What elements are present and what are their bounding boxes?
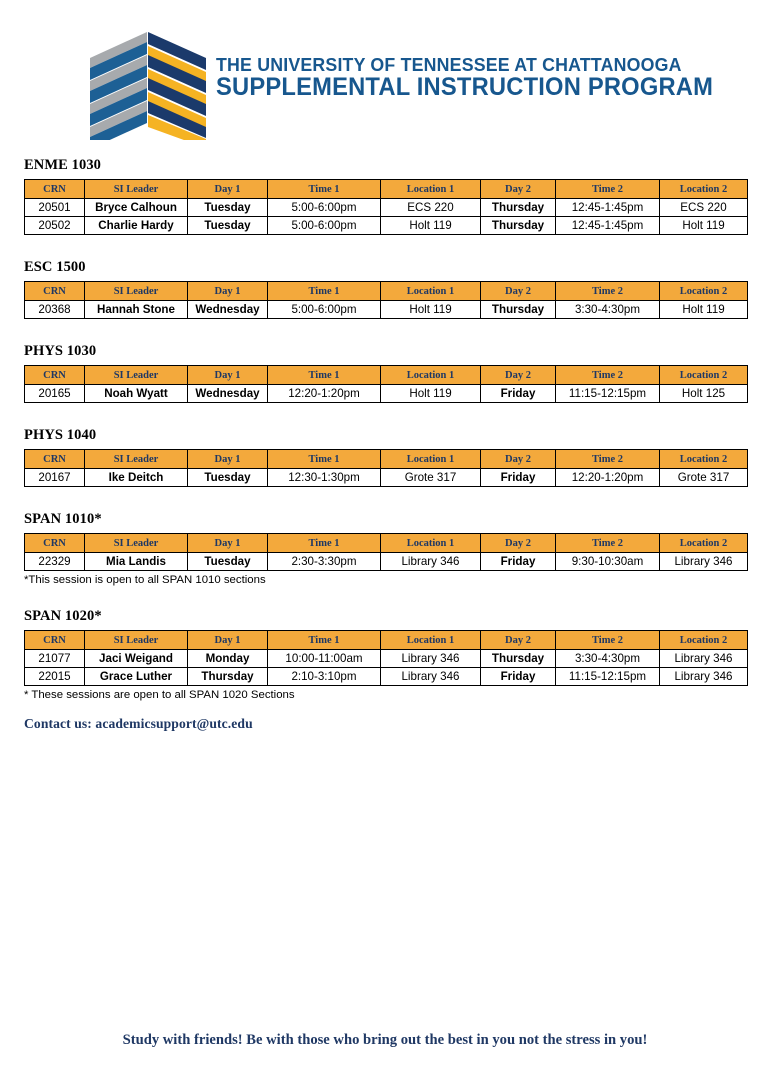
table-header-row	[25, 180, 748, 199]
table-cell: 12:20-1:20pm	[556, 469, 660, 487]
column-header: SI Leader	[85, 282, 188, 301]
course-title: PHYS 1040	[24, 427, 97, 443]
column-header: Location 1	[381, 631, 481, 650]
column-header: Day 1	[188, 534, 268, 553]
course-title: PHYS 1030	[24, 343, 97, 359]
column-header: Time 1	[268, 180, 381, 199]
column-header: Location 1	[381, 534, 481, 553]
table-cell: Jaci Weigand	[85, 650, 188, 668]
table-cell: Holt 119	[660, 301, 748, 319]
course-footnote: *This session is open to all SPAN 1010 sections	[24, 574, 266, 586]
column-header: CRN	[25, 631, 85, 650]
table-cell: Holt 119	[381, 217, 481, 235]
column-header: Location 1	[381, 282, 481, 301]
column-header: CRN	[25, 180, 85, 199]
utc-logo	[88, 30, 210, 140]
table-cell: Thursday	[481, 301, 556, 319]
column-header: Time 1	[268, 631, 381, 650]
table-cell: Mia Landis	[85, 553, 188, 571]
table-cell: Charlie Hardy	[85, 217, 188, 235]
column-header: Time 2	[556, 366, 660, 385]
column-header: Time 2	[556, 282, 660, 301]
table-cell: Thursday	[481, 217, 556, 235]
table-cell: Grote 317	[660, 469, 748, 487]
course-schedule-table	[24, 449, 748, 487]
table-cell: 5:00-6:00pm	[268, 217, 381, 235]
spacer	[24, 403, 748, 427]
table-cell: Tuesday	[188, 469, 268, 487]
column-header: Time 2	[556, 450, 660, 469]
table-cell: Wednesday	[188, 301, 268, 319]
table-cell: 3:30-4:30pm	[556, 301, 660, 319]
course-title: SPAN 1020*	[24, 608, 102, 624]
logo-wordmark	[216, 54, 714, 101]
column-header: Location 1	[381, 450, 481, 469]
column-header: Time 2	[556, 534, 660, 553]
table-cell: 12:30-1:30pm	[268, 469, 381, 487]
column-header: Day 2	[481, 180, 556, 199]
spacer	[24, 319, 748, 343]
table-cell: Thursday	[481, 199, 556, 217]
university-name: THE UNIVERSITY OF TENNESSEE AT CHATTANOOGA	[216, 54, 682, 75]
column-header: Time 2	[556, 631, 660, 650]
table-cell: 20368	[25, 301, 85, 319]
table-cell: Monday	[188, 650, 268, 668]
course-title: ENME 1030	[24, 157, 102, 173]
column-header: Location 2	[660, 180, 748, 199]
table-row	[25, 668, 748, 686]
table-cell: 10:00-11:00am	[268, 650, 381, 668]
page-header	[0, 26, 770, 144]
table-header-row	[25, 534, 748, 553]
table-cell: Library 346	[381, 553, 481, 571]
table-cell: Holt 119	[381, 301, 481, 319]
table-cell: 12:45-1:45pm	[556, 217, 660, 235]
table-cell: 9:30-10:30am	[556, 553, 660, 571]
table-cell: Holt 119	[660, 217, 748, 235]
column-header: Time 1	[268, 450, 381, 469]
table-header-row	[25, 282, 748, 301]
table-row	[25, 469, 748, 487]
course-title: ESC 1500	[24, 259, 86, 275]
table-row	[25, 385, 748, 403]
column-header: Location 2	[660, 534, 748, 553]
table-row	[25, 217, 748, 235]
column-header: Location 1	[381, 180, 481, 199]
spacer	[24, 487, 748, 511]
table-cell: 20502	[25, 217, 85, 235]
table-cell: Grote 317	[381, 469, 481, 487]
column-header: Time 1	[268, 366, 381, 385]
table-header-row	[25, 366, 748, 385]
table-cell: 11:15-12:15pm	[556, 385, 660, 403]
table-cell: Bryce Calhoun	[85, 199, 188, 217]
table-cell: Hannah Stone	[85, 301, 188, 319]
course-schedule-table	[24, 281, 748, 319]
table-cell: 20165	[25, 385, 85, 403]
table-cell: 5:00-6:00pm	[268, 301, 381, 319]
column-header: Day 2	[481, 534, 556, 553]
column-header: Day 2	[481, 450, 556, 469]
table-cell: Holt 119	[381, 385, 481, 403]
course-block	[24, 511, 748, 587]
table-cell: 11:15-12:15pm	[556, 668, 660, 686]
table-cell: Library 346	[660, 650, 748, 668]
table-cell: Friday	[481, 668, 556, 686]
column-header: Day 2	[481, 366, 556, 385]
course-block	[24, 608, 748, 702]
table-row	[25, 553, 748, 571]
column-header: Day 1	[188, 631, 268, 650]
table-cell: Library 346	[381, 650, 481, 668]
column-header: Location 2	[660, 631, 748, 650]
course-title: SPAN 1010*	[24, 511, 102, 527]
table-cell: Thursday	[481, 650, 556, 668]
spacer	[24, 235, 748, 259]
column-header: SI Leader	[85, 631, 188, 650]
column-header: CRN	[25, 534, 85, 553]
table-cell: Holt 125	[660, 385, 748, 403]
column-header: SI Leader	[85, 450, 188, 469]
column-header: Time 1	[268, 534, 381, 553]
column-header: Day 1	[188, 366, 268, 385]
table-cell: Tuesday	[188, 199, 268, 217]
table-cell: 12:20-1:20pm	[268, 385, 381, 403]
column-header: SI Leader	[85, 366, 188, 385]
table-row	[25, 199, 748, 217]
table-cell: Library 346	[660, 553, 748, 571]
table-cell: Thursday	[188, 668, 268, 686]
table-cell: Friday	[481, 385, 556, 403]
column-header: CRN	[25, 450, 85, 469]
column-header: Day 1	[188, 180, 268, 199]
table-cell: 12:45-1:45pm	[556, 199, 660, 217]
program-name: SUPPLEMENTAL INSTRUCTION PROGRAM	[216, 74, 714, 101]
table-cell: ECS 220	[381, 199, 481, 217]
table-cell: 21077	[25, 650, 85, 668]
course-block	[24, 157, 748, 235]
course-schedule-table	[24, 630, 748, 686]
column-header: CRN	[25, 282, 85, 301]
course-schedule-table	[24, 179, 748, 235]
table-cell: Friday	[481, 469, 556, 487]
course-schedule-table	[24, 533, 748, 571]
table-cell: ECS 220	[660, 199, 748, 217]
table-cell: Friday	[481, 553, 556, 571]
column-header: Day 2	[481, 282, 556, 301]
table-cell: Tuesday	[188, 553, 268, 571]
course-block	[24, 343, 748, 403]
column-header: SI Leader	[85, 534, 188, 553]
column-header: SI Leader	[85, 180, 188, 199]
table-cell: Wednesday	[188, 385, 268, 403]
column-header: Time 1	[268, 282, 381, 301]
table-cell: 22015	[25, 668, 85, 686]
table-cell: Tuesday	[188, 217, 268, 235]
table-row	[25, 301, 748, 319]
table-cell: Grace Luther	[85, 668, 188, 686]
column-header: Location 2	[660, 450, 748, 469]
table-cell: 3:30-4:30pm	[556, 650, 660, 668]
table-header-row	[25, 450, 748, 469]
column-header: Time 2	[556, 180, 660, 199]
column-header: Day 1	[188, 450, 268, 469]
footer-message: Study with friends! Be with those who bring out the best in you not the stress in you!	[122, 1032, 648, 1048]
table-cell: Noah Wyatt	[85, 385, 188, 403]
course-schedule-table	[24, 365, 748, 403]
column-header: Location 2	[660, 282, 748, 301]
utc-isometric-cube-logo-icon	[88, 30, 210, 140]
column-header: Day 1	[188, 282, 268, 301]
spacer	[24, 587, 748, 608]
column-header: Location 1	[381, 366, 481, 385]
table-cell: Ike Deitch	[85, 469, 188, 487]
schedule-content	[24, 157, 748, 702]
column-header: CRN	[25, 366, 85, 385]
course-footnote: * These sessions are open to all SPAN 1020 Sections	[24, 689, 295, 701]
table-row	[25, 650, 748, 668]
column-header: Day 2	[481, 631, 556, 650]
course-block	[24, 427, 748, 487]
column-header: Location 2	[660, 366, 748, 385]
table-cell: 2:10-3:10pm	[268, 668, 381, 686]
table-cell: Library 346	[381, 668, 481, 686]
table-cell: Library 346	[660, 668, 748, 686]
table-cell: 5:00-6:00pm	[268, 199, 381, 217]
table-cell: 22329	[25, 553, 85, 571]
table-cell: 20501	[25, 199, 85, 217]
table-cell: 2:30-3:30pm	[268, 553, 381, 571]
course-block	[24, 259, 748, 319]
contact-info: Contact us: academicsupport@utc.edu	[24, 716, 253, 731]
table-cell: 20167	[25, 469, 85, 487]
table-header-row	[25, 631, 748, 650]
